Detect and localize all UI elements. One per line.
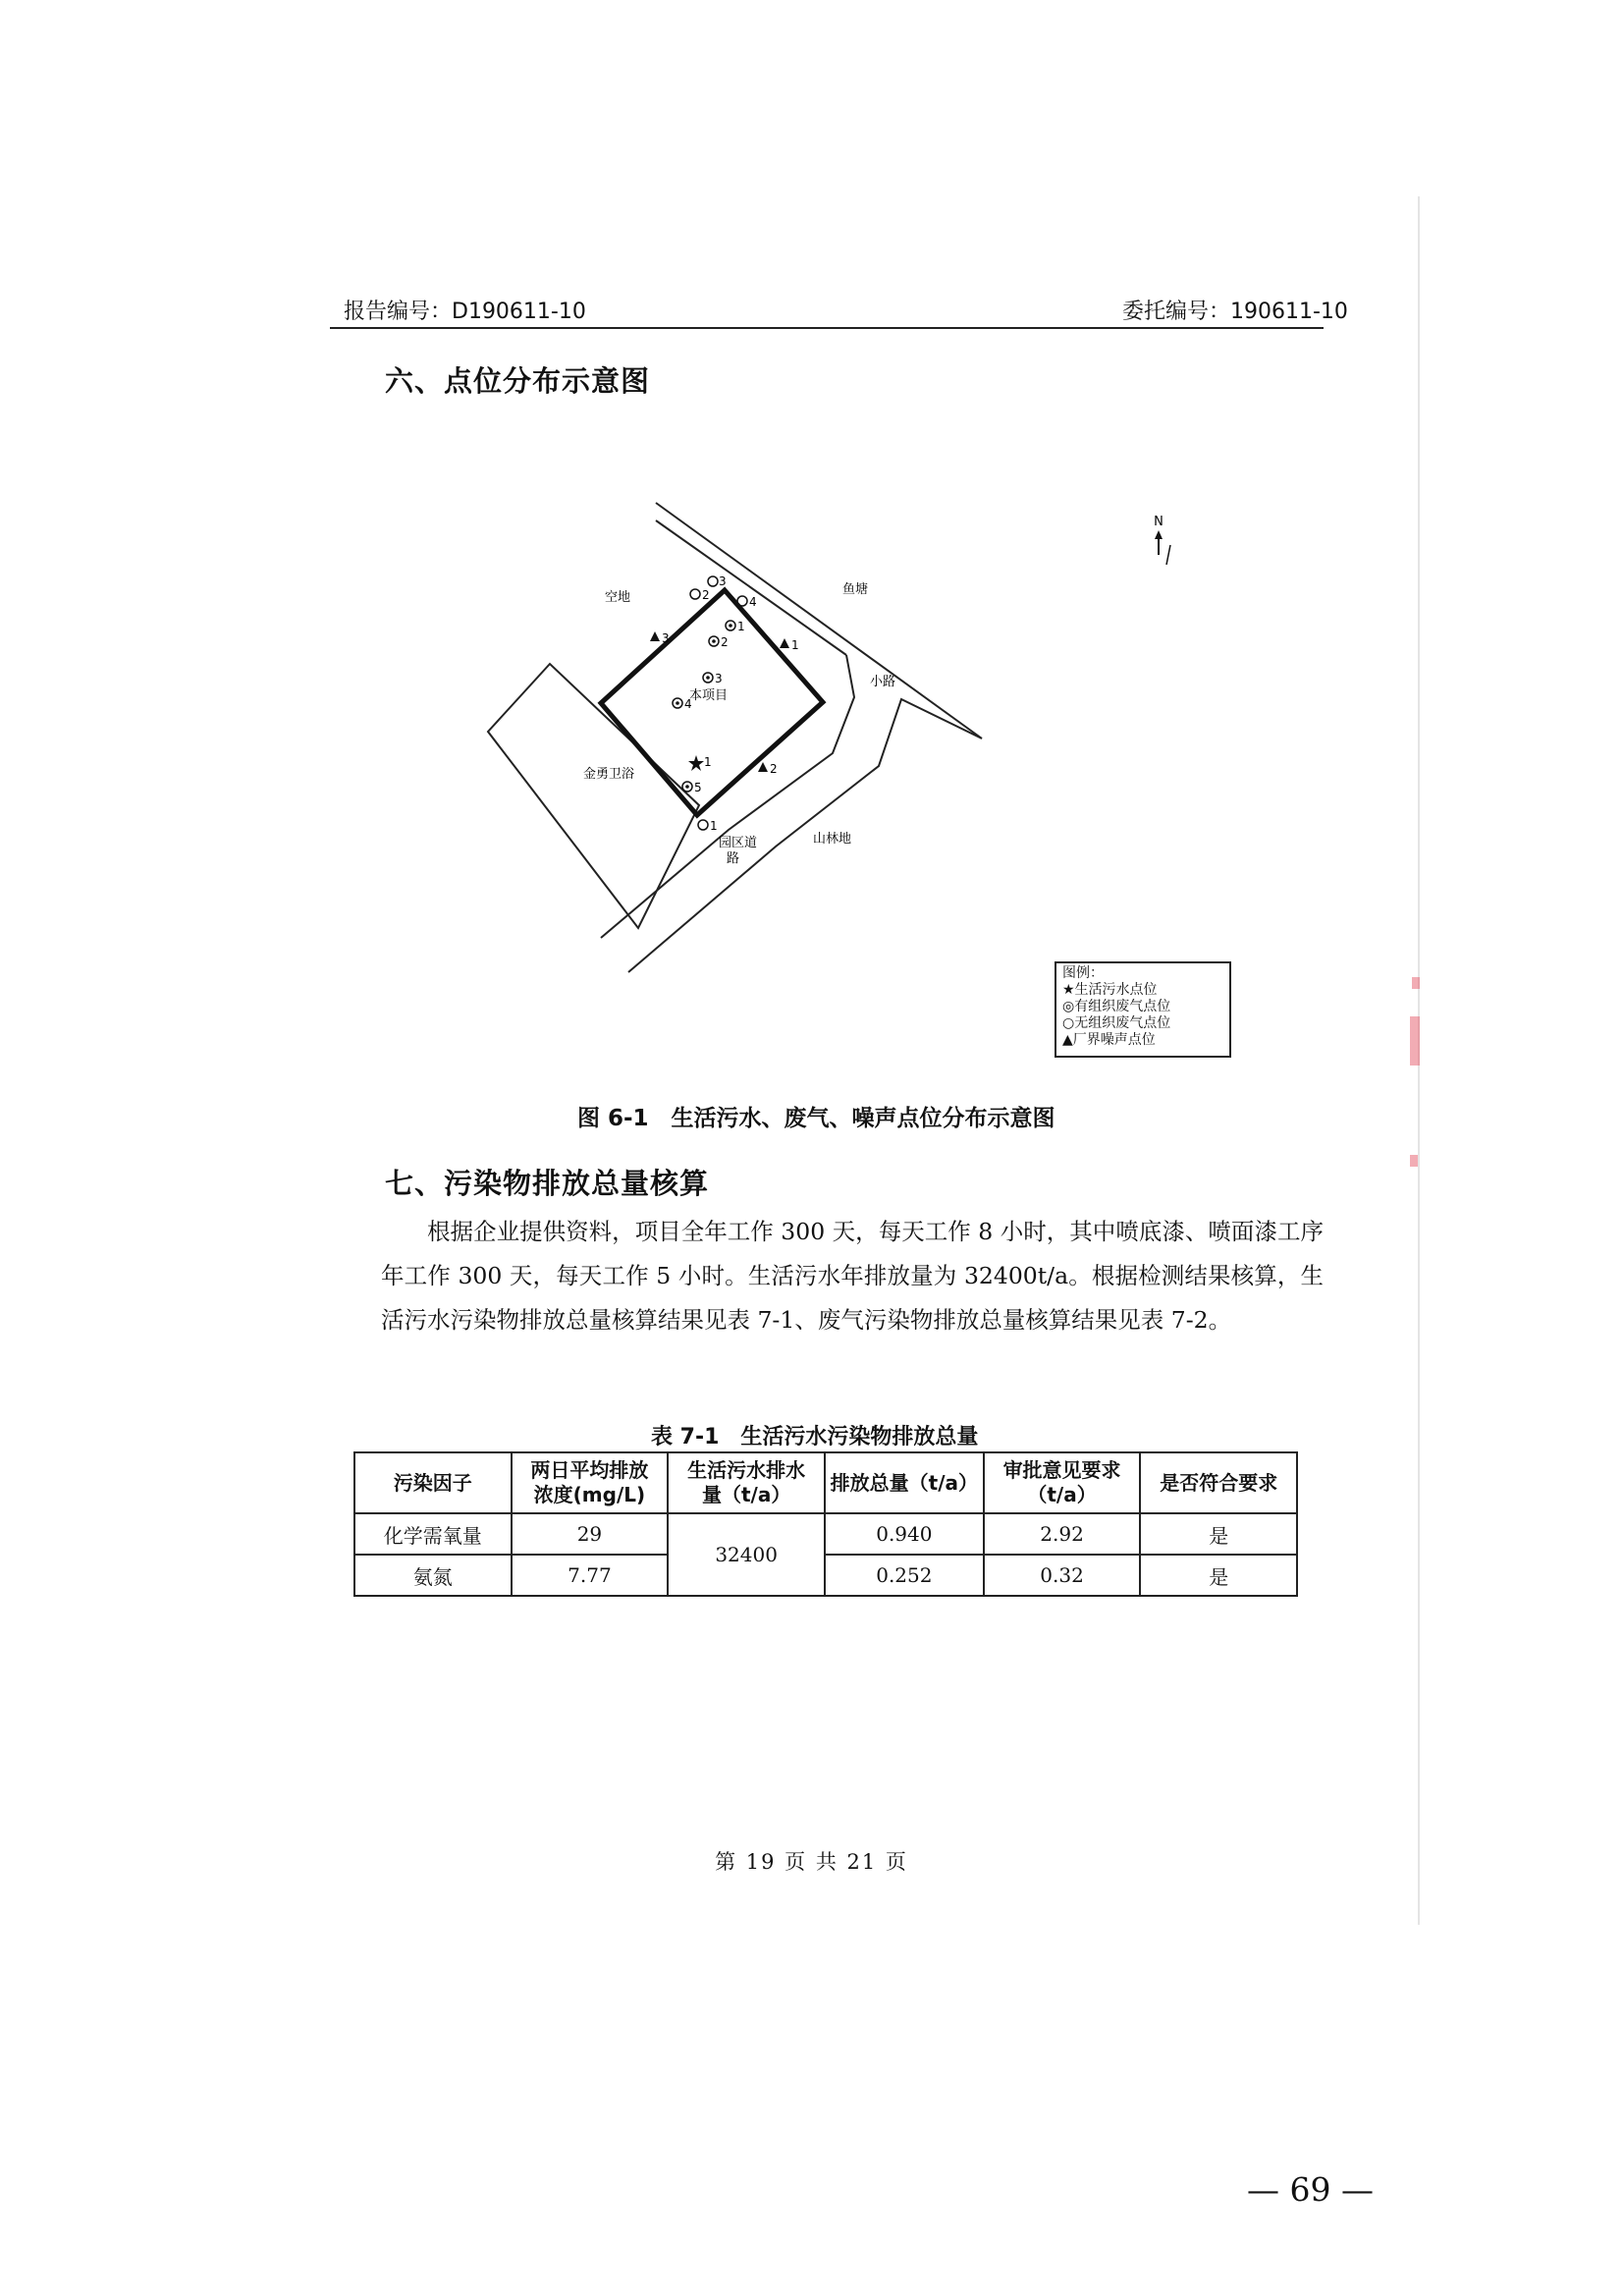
body-paragraph xyxy=(381,1210,1324,1342)
neighbor-building xyxy=(488,664,699,928)
label-park-road-2: 路 xyxy=(727,851,740,866)
table-header-row xyxy=(354,1452,1297,1513)
org-point-2-label: 2 xyxy=(721,635,729,649)
header-compliance: 是否符合要求 xyxy=(1140,1452,1297,1513)
report-number: 报告编号：D190611-10 xyxy=(344,300,586,324)
label-small-road: 小路 xyxy=(870,675,896,689)
org-point-4-label: 4 xyxy=(684,697,692,711)
header-limit: 审批意见要求 （t/a） xyxy=(984,1452,1141,1513)
org-point-5-label: 5 xyxy=(694,781,702,794)
entrust-number: 委托编号：190611-10 xyxy=(1122,300,1348,324)
table-row xyxy=(354,1555,1297,1596)
cell-limit: 2.92 xyxy=(984,1513,1141,1555)
legend-item: ○无组织废气点位 xyxy=(1062,1015,1171,1031)
stamp-fragment xyxy=(1410,1016,1420,1066)
stamp-fragment xyxy=(1412,977,1420,989)
wastewater-point-1-label: 1 xyxy=(704,755,712,769)
unorg-point-1 xyxy=(698,820,708,830)
cell-factor: 化学需氧量 xyxy=(354,1513,512,1555)
road-edge xyxy=(656,520,846,655)
label-fish-pond: 鱼塘 xyxy=(842,582,869,597)
cell-factor: 氨氮 xyxy=(354,1555,512,1596)
cell-compliance: 是 xyxy=(1140,1513,1297,1555)
cell-concentration: 7.77 xyxy=(512,1555,669,1596)
org-point-1-label: 1 xyxy=(737,620,745,633)
label-project: 本项目 xyxy=(689,688,729,703)
noise-point-3 xyxy=(650,631,660,641)
site-map xyxy=(0,0,1623,1100)
unorg-point-4-label: 4 xyxy=(749,595,757,609)
unorg-point-2-label: 2 xyxy=(702,588,710,602)
legend-item: ◎有组织废气点位 xyxy=(1062,999,1171,1014)
noise-point-3-label: 3 xyxy=(662,631,670,645)
cell-limit: 0.32 xyxy=(984,1555,1141,1596)
compass-n: N xyxy=(1154,515,1163,529)
label-park-road-1: 园区道 xyxy=(719,836,758,850)
legend-item: ▲厂界噪声点位 xyxy=(1062,1032,1156,1048)
section6-title: 六、点位分布示意图 xyxy=(385,364,651,398)
header-concentration: 两日平均排放 浓度(mg/L) xyxy=(512,1452,669,1513)
figure-caption: 图 6-1 生活污水、废气、噪声点位分布示意图 xyxy=(577,1106,1055,1131)
noise-point-2-label: 2 xyxy=(770,762,778,776)
wind-arrow xyxy=(1166,545,1170,565)
cell-compliance: 是 xyxy=(1140,1555,1297,1596)
cell-total: 0.940 xyxy=(825,1513,984,1555)
emission-table xyxy=(353,1451,1298,1597)
noise-point-1-label: 1 xyxy=(791,638,799,652)
page-info: 第 19 页 共 21 页 xyxy=(715,1850,908,1874)
road-edge xyxy=(628,699,982,972)
paragraph-text: 根据企业提供资料，项目全年工作 300 天，每天工作 8 小时，其中喷底漆、喷面漆工序年工作 300 天，每天工作 5 小时。生活污水年排放量为 32400t/a。根据检测结果核算，生活污水污染物排放总量核算结果见表 7-1、废气污染物排放总量核算结果见表 7-2。 xyxy=(381,1218,1324,1334)
unorg-point-4 xyxy=(737,596,747,606)
header-total: 排放总量（t/a） xyxy=(825,1452,984,1513)
org-point-3-label: 3 xyxy=(715,672,723,685)
table-row xyxy=(354,1513,1297,1555)
label-neighbor: 金勇卫浴 xyxy=(583,767,635,782)
page-number: — 69 — xyxy=(1247,2170,1374,2209)
noise-point-1 xyxy=(780,638,789,648)
header-water-volume: 生活污水排水 量（t/a） xyxy=(668,1452,825,1513)
legend-item: ★生活污水点位 xyxy=(1062,982,1158,998)
legend-title: 图例： xyxy=(1062,965,1104,981)
cell-total: 0.252 xyxy=(825,1555,984,1596)
unorg-point-1-label: 1 xyxy=(710,819,718,833)
label-vacant-land: 空地 xyxy=(605,590,631,605)
table-title: 表 7-1 生活污水污染物排放总量 xyxy=(651,1425,979,1449)
unorg-point-3 xyxy=(708,576,718,586)
cell-concentration: 29 xyxy=(512,1513,669,1555)
noise-point-2 xyxy=(758,762,768,772)
label-forest: 山林地 xyxy=(813,832,852,847)
cell-water-volume: 32400 xyxy=(668,1513,825,1596)
map-legend xyxy=(1055,961,1231,1058)
unorg-point-3-label: 3 xyxy=(719,574,727,588)
header-factor: 污染因子 xyxy=(354,1452,512,1513)
wastewater-point-1 xyxy=(688,755,704,771)
section7-title: 七、污染物排放总量核算 xyxy=(385,1167,710,1200)
stamp-fragment xyxy=(1410,1155,1418,1167)
unorg-point-2 xyxy=(690,589,700,599)
